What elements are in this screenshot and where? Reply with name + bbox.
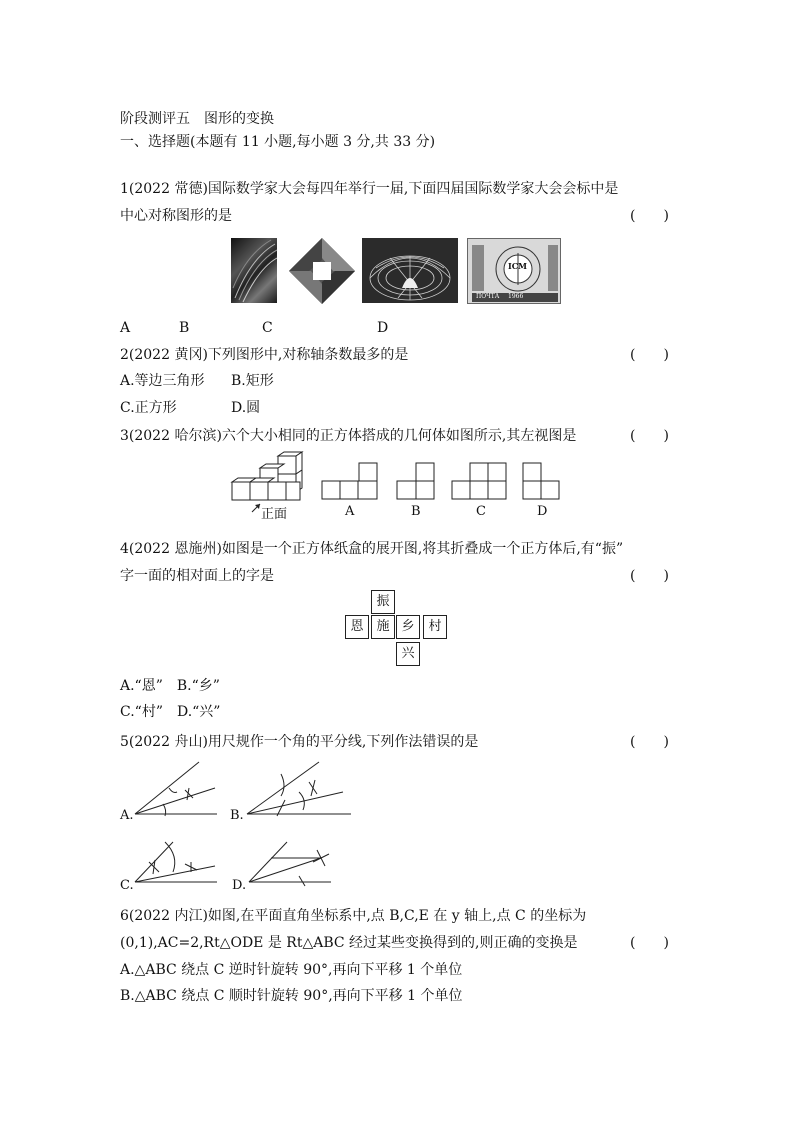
q5-stem: 5(2022 舟山)用尺规作一个角的平分线,下列作法错误的是 bbox=[120, 734, 479, 750]
logo-d-image bbox=[467, 238, 561, 304]
q5-figure-a bbox=[135, 760, 235, 820]
q1-option-a: A bbox=[120, 320, 131, 336]
q3-option-d-view bbox=[522, 462, 562, 502]
q4-stem-line2: 字一面的相对面上的字是 bbox=[120, 568, 274, 584]
q3-option-b-view bbox=[396, 462, 436, 502]
net-cell-zhen: 振 bbox=[371, 590, 395, 614]
q3-option-a-label: A bbox=[345, 504, 355, 519]
q6-option-b: B.△ABC 绕点 C 顺时针旋转 90°,再向下平移 1 个单位 bbox=[120, 988, 463, 1004]
section-heading: 一、选择题(本题有 11 小题,每小题 3 分,共 33 分) bbox=[120, 134, 436, 150]
q2-option-d: D.圆 bbox=[231, 400, 261, 416]
q2-answer-paren: ( ) bbox=[630, 347, 669, 363]
q6-answer-paren: ( ) bbox=[630, 935, 669, 951]
q6-option-a: A.△ABC 绕点 C 逆时针旋转 90°,再向下平移 1 个单位 bbox=[120, 962, 463, 978]
q1-option-b: B bbox=[179, 320, 190, 336]
q3-stem: 3(2022 哈尔滨)六个大小相同的正方体搭成的几何体如图所示,其左视图是 bbox=[120, 428, 577, 444]
q4-stem-line1: 4(2022 恩施州)如图是一个正方体纸盒的展开图,将其折叠成一个正方体后,有“振” bbox=[120, 541, 624, 557]
q3-option-c-view bbox=[451, 462, 509, 502]
q1-answer-paren: ( ) bbox=[630, 208, 669, 224]
q1-option-c: C bbox=[262, 320, 273, 336]
q3-solid-figure bbox=[230, 452, 310, 512]
q5-answer-paren: ( ) bbox=[630, 734, 669, 750]
logo-d-post-text: ПОЧТА bbox=[476, 293, 500, 300]
net-cell-xing: 兴 bbox=[396, 642, 420, 666]
q2-stem: 2(2022 黄冈)下列图形中,对称轴条数最多的是 bbox=[120, 347, 409, 363]
q2-option-c: C.正方形 bbox=[120, 400, 177, 416]
net-cell-en: 恩 bbox=[345, 615, 369, 639]
logo-a-pattern bbox=[231, 238, 277, 303]
q2-option-b: B.矩形 bbox=[231, 373, 274, 389]
logo-a-image bbox=[231, 238, 277, 303]
q4-answer-paren: ( ) bbox=[630, 568, 669, 584]
logo-d-icm-text: ICM bbox=[508, 261, 527, 271]
q3-option-c-label: C bbox=[476, 504, 486, 519]
logo-d-year-text: 1966 bbox=[508, 293, 524, 300]
logo-b-image bbox=[287, 236, 357, 306]
q5-figure-c bbox=[135, 840, 225, 886]
logo-c-image bbox=[362, 238, 458, 303]
q6-stem-line2: (0,1),AC=2,Rt△ODE 是 Rt△ABC 经过某些变换得到的,则正确的变换是 bbox=[120, 935, 578, 951]
q1-stem-line2: 中心对称图形的是 bbox=[120, 208, 232, 224]
q5-figure-d bbox=[249, 840, 349, 886]
q5-label-b: B. bbox=[230, 808, 244, 823]
logo-c-pattern bbox=[362, 238, 458, 303]
q5-label-c: C. bbox=[120, 878, 134, 893]
net-cell-cun: 村 bbox=[423, 615, 447, 639]
q6-stem-line1: 6(2022 内江)如图,在平面直角坐标系中,点 B,C,E 在 y 轴上,点 C 的坐标为 bbox=[120, 908, 587, 924]
q1-option-d: D bbox=[377, 320, 389, 336]
q2-option-a: A.等边三角形 bbox=[120, 373, 205, 389]
page-title: 阶段测评五 图形的变换 bbox=[120, 111, 274, 127]
q3-option-a-view bbox=[321, 462, 379, 502]
q1-stem-line1: 1(2022 常德)国际数学家大会每四年举行一届,下面四届国际数学家大会会标中是 bbox=[120, 181, 619, 197]
q4-options-ab: A.“恩” B.“乡” bbox=[120, 678, 220, 694]
q4-options-cd: C.“村” D.“兴” bbox=[120, 704, 221, 720]
q3-answer-paren: ( ) bbox=[630, 428, 669, 444]
q3-option-b-label: B bbox=[411, 504, 421, 519]
q5-label-a: A. bbox=[120, 808, 134, 823]
q5-figure-b bbox=[247, 760, 357, 820]
q3-front-label: 正面 bbox=[261, 507, 288, 522]
net-cell-shi: 施 bbox=[371, 615, 395, 639]
net-cell-xiang: 乡 bbox=[396, 615, 420, 639]
q5-label-d: D. bbox=[232, 878, 247, 893]
q3-option-d-label: D bbox=[537, 504, 548, 519]
